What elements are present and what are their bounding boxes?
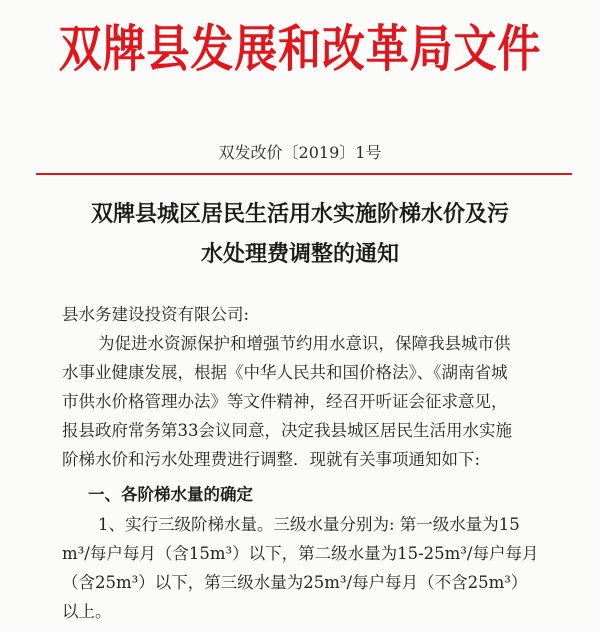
- notice-title-line-1: 双牌县城区居民生活用水实施阶梯水价及污: [90, 201, 509, 227]
- intro-line: 市供水价格管理办法》等文件精神，经召开听证会征求意见，: [62, 392, 508, 411]
- item-line: 以上。: [62, 602, 112, 621]
- notice-title-line-2: 水处理费调整的通知: [200, 241, 399, 267]
- item-line: （含25m³）以下，第三级水量为25m³/每户每月（不含25m³）: [62, 573, 528, 592]
- intro-paragraph: [62, 329, 562, 474]
- red-divider-line: [36, 173, 572, 175]
- section-heading-1: 一、各阶梯水量的确定: [88, 485, 253, 504]
- item-1-paragraph: [62, 510, 562, 626]
- intro-line: 阶梯水价和污水处理费进行调整．现就有关事项通知如下:: [62, 450, 481, 469]
- intro-line: 报县政府常务第33会议同意，决定我县城区居民生活用水实施: [62, 421, 512, 440]
- document-number: 双发改价〔2019〕1号: [218, 143, 382, 162]
- notice-title: [40, 194, 560, 274]
- document-masthead: 双牌县发展和改革局文件: [58, 19, 542, 78]
- intro-line: 为促进水资源保护和增强节约用水意识，保障我县城市供: [98, 334, 511, 353]
- item-line: 1、实行三级阶梯水量。三级水量分别为: 第一级水量为15: [98, 515, 520, 534]
- intro-line: 水事业健康发展，根据《中华人民共和国价格法》、《湖南省城: [62, 363, 508, 382]
- addressee: 县水务建设投资有限公司:: [62, 305, 250, 324]
- item-line: m³/每户每月（含15m³）以下，第二级水量为15-25m³/每户每月: [62, 544, 539, 563]
